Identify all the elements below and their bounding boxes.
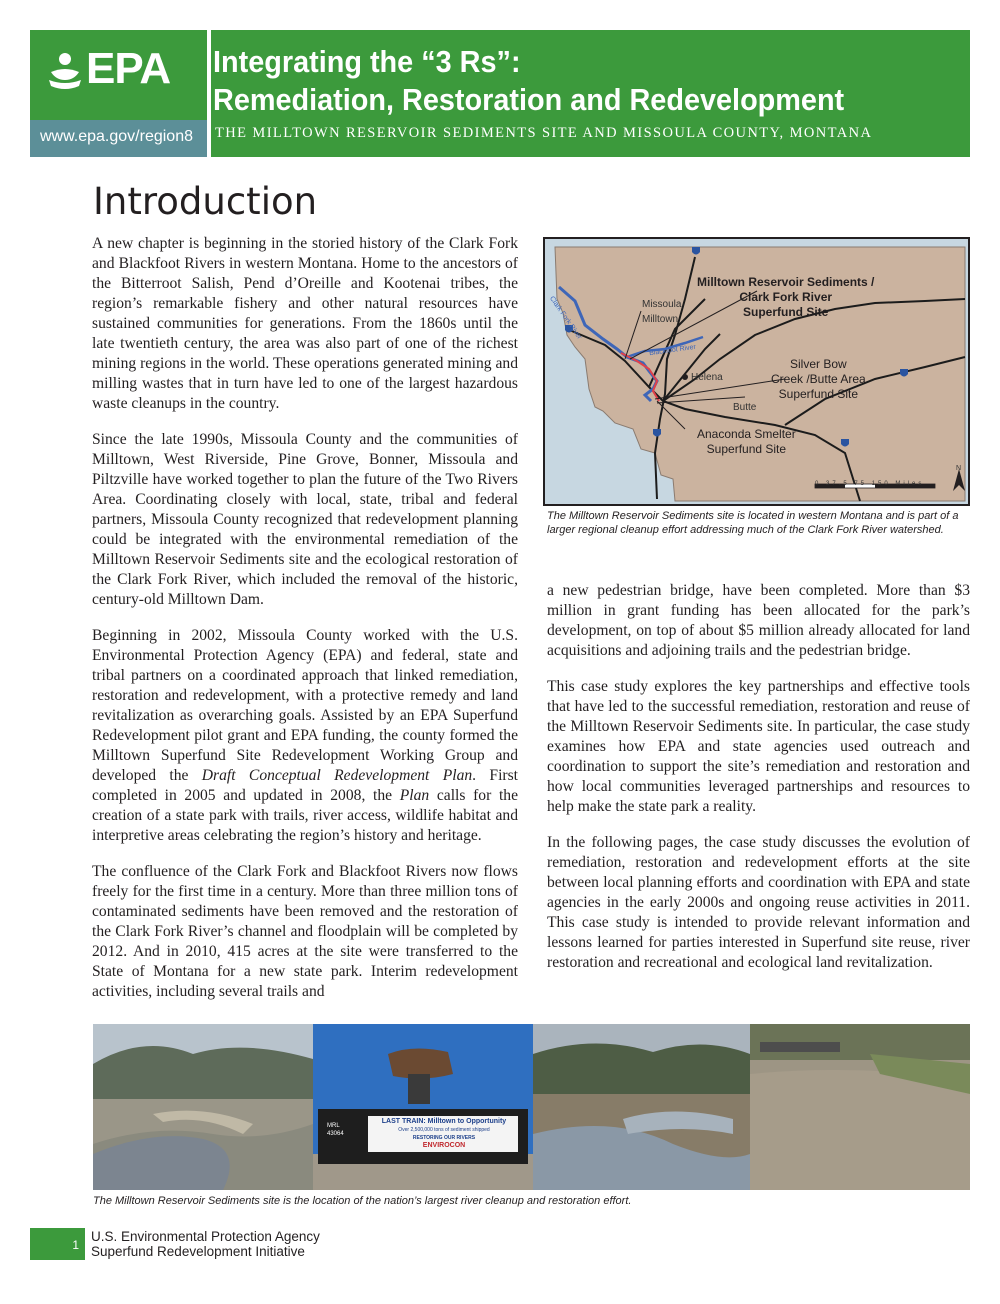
- page-number: 1: [72, 1238, 79, 1252]
- right-text-column: [547, 581, 970, 989]
- map-label-line: Superfund Site: [778, 387, 859, 401]
- paragraph-text: Beginning in 2002, Missoula County worked with the U.S. Environmental Protection Agency (EPA) and federal, state and tribal partners on a coordinated approach that linked remediation, restoration and redevelopment, with a protective remedy and land revitalization as overarching goals. Assisted by an EPA Superfund Redevelopment pilot grant and EPA funding, the county formed the Milltown Superfund Site Redevelopment Working Group and developed the: [92, 627, 518, 784]
- paragraph-text: calls for the creation of a state park with trails, river access, wildlife habitat and interpretive areas celebrating the region’s history and heritage.: [92, 787, 518, 844]
- map-label-helena: Helena: [691, 372, 723, 383]
- train-car-number: 43064: [327, 1131, 344, 1137]
- map-label-clark-fork-river: Clark Fork River: [547, 295, 583, 341]
- epa-logo-block: [30, 30, 207, 120]
- left-text-column: [92, 234, 518, 1018]
- title-banner: [207, 30, 970, 157]
- paragraph: A new chapter is beginning in the storied history of the Clark Fork and Blackfoot Rivers in western Montana. Home to the ancestors of the Bitterroot Salish, Pend d’Oreille and Kootenai tribes, the region’s remarkable fishery and other natural resources have sustained communities for generations. From the 1860s until the late twentieth century, the area was also part of one of the richest mining regions in the world. These operations generated mining and milling wastes that in turn have led to one of the largest hazardous waste cleanups in the country.: [92, 235, 518, 412]
- train-sign: [371, 1118, 517, 1150]
- map-label-anaconda: [697, 427, 796, 457]
- paragraph: [92, 626, 518, 846]
- photo-caption: The Milltown Reservoir Sediments site is the location of the nation’s largest river cleanup and restoration effort.: [93, 1195, 632, 1207]
- map-label-missoula: Missoula: [642, 299, 682, 310]
- paragraph: This case study explores the key partnerships and effective tools that have led to the successful remediation, restoration and reuse of the Milltown Reservoir Sediments site. In particular, the case study examines how EPA and state agencies used outreach and coordination to support the site’s remediation and restoration and how local communities leveraged partnerships and resources to help make the state park a reality.: [547, 678, 970, 815]
- map-label-line: Clark Fork River: [739, 290, 833, 304]
- map-label-line: Milltown Reservoir Sediments /: [697, 275, 875, 289]
- train-sign-headline: LAST TRAIN: Milltown to Opportunity: [381, 1118, 507, 1125]
- train-sign-subline: Over 2,500,000 tons of sediment shipped: [398, 1127, 490, 1133]
- map-label-line: Superfund Site: [743, 305, 829, 319]
- map-label-silver-bow: [771, 357, 866, 402]
- north-arrow-icon: N: [956, 465, 962, 472]
- photo-river-confluence: [533, 1024, 750, 1190]
- map-label-blackfoot-river: Blackfoot River: [648, 343, 697, 358]
- montana-map: [543, 237, 970, 506]
- map-label-line: Silver Bow: [790, 357, 847, 371]
- map-label-butte: Butte: [733, 402, 757, 413]
- region-url[interactable]: www.epa.gov/region8: [40, 128, 193, 145]
- train-car-mark: MRL: [327, 1123, 340, 1129]
- footer-line-1: U.S. Environmental Protection Agency: [91, 1229, 320, 1244]
- train-sign-brand: ENVIROCON: [422, 1142, 466, 1149]
- map-caption: The Milltown Reservoir Sediments site is located in western Montana and is part of a larger regional cleanup effort addressing much of the Clark Fork River watershed.: [547, 510, 959, 536]
- page-number-block: [30, 1228, 85, 1260]
- train-sign-tagline: RESTORING OUR RIVERS: [412, 1135, 476, 1141]
- url-band: [30, 120, 207, 157]
- paragraph: Since the late 1990s, Missoula County and the communities of Milltown, West Riverside, Pine Grove, Bonner, Missoula and Piltzville have worked together to plan the future of the Two Rivers Area. Coordinating closely with local, state, tribal and federal partners, Missoula County recognized that redevelopment planning could be integrated with the environmental remediation of the Milltown Reservoir Sediments site and the ecological restoration of the Clark Fork River, which included the removal of the historic, century-old Milltown Dam.: [92, 431, 518, 608]
- epa-logo-text: EPA: [86, 44, 171, 93]
- title-line-1: Integrating the “3 Rs”:: [213, 44, 521, 79]
- photo-pedestrian-bridge: [750, 1024, 970, 1190]
- map-label-milltown-site: [697, 275, 874, 320]
- plan-title-italic: Draft Conceptual Redevelopment Plan: [201, 767, 473, 784]
- map-label-line: Superfund Site: [706, 442, 787, 456]
- map-label-milltown: Milltown: [642, 314, 679, 325]
- paragraph: a new pedestrian bridge, have been completed. More than $3 million in grant funding has been allocated for the park’s development, on top of about $5 million already allocated for land acquisitions and adjoining trails and the pedestrian bridge.: [547, 582, 970, 659]
- paragraph: The confluence of the Clark Fork and Blackfoot Rivers now flows freely for the first time in a century. More than three million tons of contaminated sediments have been removed and the restoration of the Clark Fork River’s channel and floodplain will be completed by 2012. And in 2010, 415 acres at the site were transferred to the State of Montana for a new state park. Interim redevelopment activities, including several trails and: [92, 863, 518, 1000]
- map-label-line: Creek /Butte Area: [771, 372, 866, 386]
- map-scale-label: 0 37.5 75 150 Miles: [815, 481, 925, 487]
- title-line-2: Remediation, Restoration and Redevelopment: [213, 82, 845, 117]
- photo-last-train: [313, 1024, 533, 1190]
- epa-flower-icon: [46, 50, 84, 94]
- footer-line-2: Superfund Redevelopment Initiative: [91, 1244, 305, 1259]
- paragraph: In the following pages, the case study discusses the evolution of remediation, restoration and redevelopment efforts at the site between local planning efforts and coordination with EPA and state agencies in the early 2000s and ongoing reuse activities in 2011. This case study is intended to provide relevant information and lessons learned for parties interested in Superfund site reuse, river restoration and recreational and ecological land revitalization.: [547, 834, 970, 971]
- section-heading: Introduction: [93, 180, 318, 223]
- map-label-line: Anaconda Smelter: [697, 427, 796, 441]
- footer-agency: [91, 1229, 320, 1259]
- paragraph-text: . First completed in 2005 and updated in 2008, the: [92, 767, 518, 804]
- photo-river-valley: [93, 1024, 313, 1190]
- train-car-id: [327, 1122, 344, 1138]
- site-subtitle: THE MILLTOWN RESERVOIR SEDIMENTS SITE AND MISSOULA COUNTY, MONTANA: [215, 125, 873, 141]
- plan-italic: Plan: [399, 787, 430, 804]
